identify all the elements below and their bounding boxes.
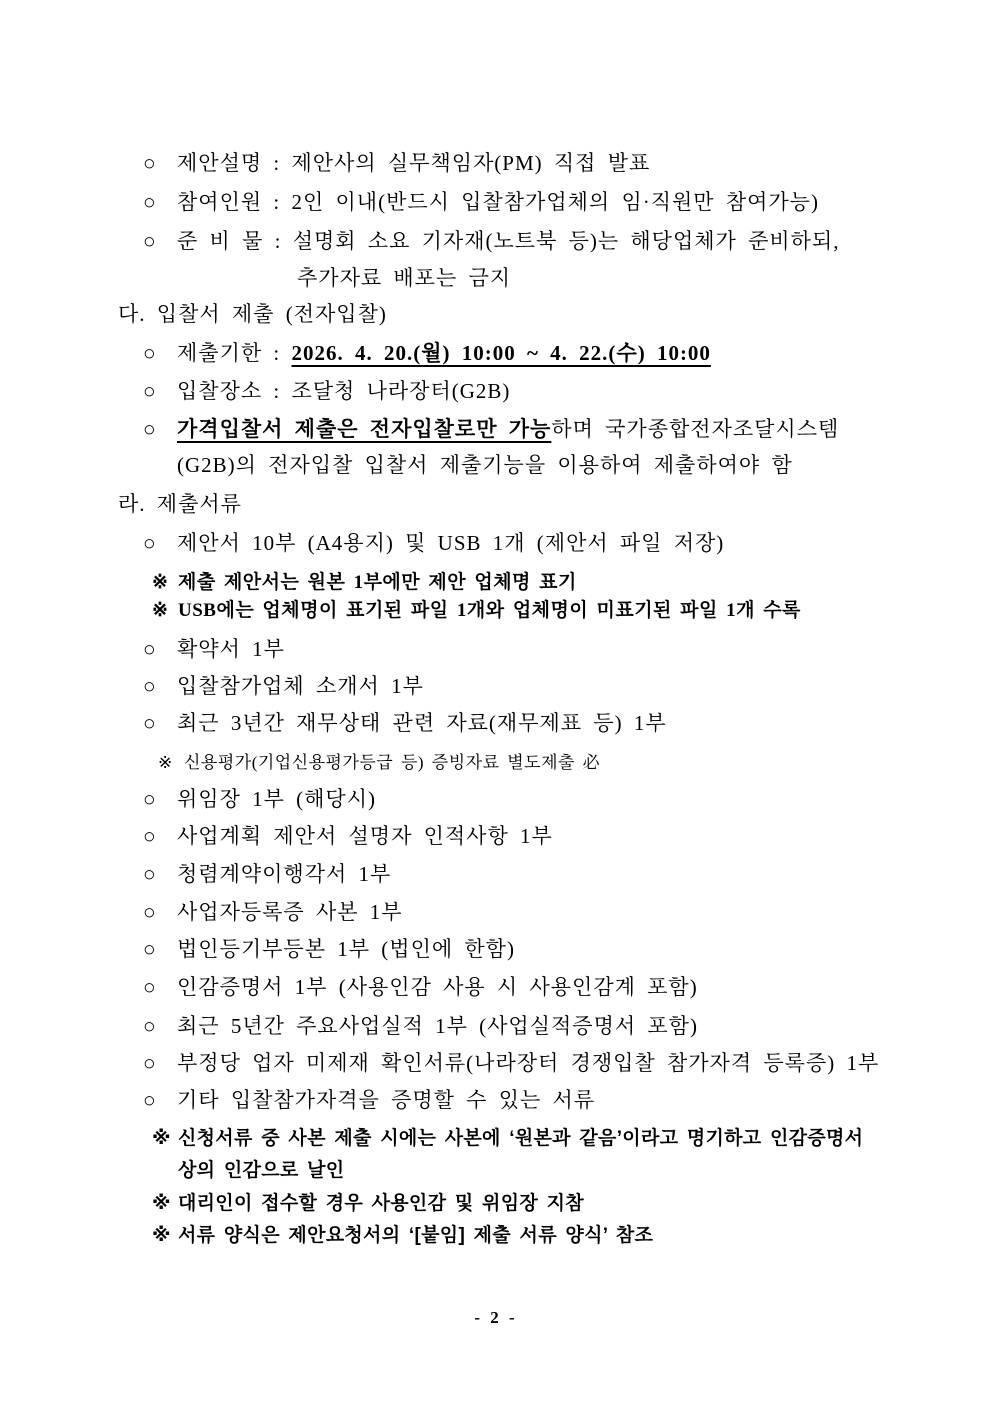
circle-bullet-marker: ○ <box>143 190 156 214</box>
price-bid-emphasis: 가격입찰서 제출은 전자입찰로만 가능 <box>177 417 552 441</box>
section-heading-documents <box>118 491 242 518</box>
price-bid-rest: 하며 국가종합전자조달시스템 <box>551 417 840 441</box>
deadline-label: 제출기한 : <box>177 341 292 365</box>
item-text: 기타 입찰참가자격을 증명할 수 있는 서류 <box>177 1088 596 1112</box>
item-business-registration <box>143 899 403 926</box>
item-text: 법인등기부등본 1부 (법인에 한함) <box>177 937 515 961</box>
circle-bullet-marker: ○ <box>143 862 156 886</box>
page-number: - 2 - <box>474 1308 518 1327</box>
item-text: 최근 3년간 재무상태 관련 자료(재무제표 등) 1부 <box>177 711 667 735</box>
circle-bullet-marker: ○ <box>143 900 156 924</box>
note-text: 제출 제안서는 원본 1부에만 제안 업체명 표기 <box>178 572 577 593</box>
item-text: 최근 5년간 주요사업실적 1부 (사업실적증명서 포함) <box>177 1014 698 1038</box>
item-text: 추가자료 배포는 금지 <box>297 266 512 290</box>
item-other-qualification <box>143 1087 595 1114</box>
deadline-value: 2026. 4. 20.(월) 10:00 ~ 4. 22.(수) 10:00 <box>291 341 711 365</box>
note-text: USB에는 업체명이 표기된 파일 1개와 업체명이 미표기된 파일 1개 수록 <box>178 600 801 621</box>
item-text: 사업계획 제안서 설명자 인적사항 1부 <box>177 824 553 848</box>
item-corporate-registry <box>143 936 515 963</box>
item-company-intro <box>143 673 424 700</box>
circle-bullet-marker: ○ <box>143 379 156 403</box>
note-forms <box>152 1222 653 1249</box>
item-deadline <box>143 340 711 367</box>
item-price-bid-cont <box>177 452 793 479</box>
heading-text: 다. 입찰서 제출 (전자입찰) <box>118 302 387 326</box>
reference-marker: ※ <box>152 1225 171 1246</box>
note-text: 상의 인감으로 날인 <box>178 1160 345 1181</box>
section-heading-bid-submission <box>118 301 387 328</box>
item-text: 사업자등록증 사본 1부 <box>177 900 403 924</box>
item-text: 제안설명 : 제안사의 실무책임자(PM) 직접 발표 <box>177 151 651 175</box>
item-text: 부정당 업자 미제재 확인서류(나라장터 경쟁입찰 참가자격 등록증) 1부 <box>177 1051 880 1075</box>
circle-bullet-marker: ○ <box>143 937 156 961</box>
item-power-of-attorney <box>143 786 376 813</box>
item-proposal-presentation <box>143 150 650 177</box>
circle-bullet-marker: ○ <box>143 787 156 811</box>
circle-bullet-marker: ○ <box>143 151 156 175</box>
item-pledge <box>143 636 285 663</box>
note-usb-files <box>152 597 801 624</box>
circle-bullet-marker: ○ <box>143 229 156 253</box>
item-no-sanction <box>143 1050 879 1077</box>
note-credit-rating <box>158 749 600 776</box>
item-integrity-pledge <box>143 861 391 888</box>
circle-bullet-marker: ○ <box>143 711 156 735</box>
item-text: 제안서 10부 (A4용지) 및 USB 1개 (제안서 파일 저장) <box>177 531 725 555</box>
item-bid-place <box>143 378 510 405</box>
note-agent <box>152 1190 584 1217</box>
reference-marker: ※ <box>152 1193 171 1214</box>
circle-bullet-marker: ○ <box>143 341 156 365</box>
item-text: 입찰참가업체 소개서 1부 <box>177 674 424 698</box>
item-text: 입찰장소 : 조달청 나라장터(G2B) <box>177 379 511 403</box>
item-text: 청렴계약이행각서 1부 <box>177 862 392 886</box>
item-preparations-cont <box>297 265 511 292</box>
circle-bullet-marker: ○ <box>143 531 156 555</box>
item-text: (G2B)의 전자입찰 입찰서 제출기능을 이용하여 제출하여야 함 <box>177 453 793 477</box>
circle-bullet-marker: ○ <box>143 975 156 999</box>
item-business-performance <box>143 1013 698 1040</box>
reference-marker: ※ <box>158 753 173 772</box>
circle-bullet-marker: ○ <box>143 417 156 441</box>
item-text: 준 비 물 : 설명회 소요 기자재(노트북 등)는 해당업체가 준비하되, <box>177 229 840 253</box>
item-financial-status <box>143 710 667 737</box>
item-price-bid <box>143 416 839 443</box>
item-text: 인감증명서 1부 (사용인감 사용 시 사용인감계 포함) <box>177 975 698 999</box>
reference-marker: ※ <box>152 600 168 621</box>
reference-marker: ※ <box>152 572 168 593</box>
item-proposal-copies <box>143 530 724 557</box>
note-text: 신용평가(기업신용평가등급 등) 증빙자료 별도제출 必 <box>184 753 601 772</box>
note-copy-submission-cont <box>178 1157 344 1184</box>
item-participants <box>143 189 819 216</box>
item-text: 위임장 1부 (해당시) <box>177 787 376 811</box>
item-text: 참여인원 : 2인 이내(반드시 입찰참가업체의 임·직원만 참여가능) <box>177 190 819 214</box>
note-original-marking <box>152 569 577 596</box>
circle-bullet-marker: ○ <box>143 637 156 661</box>
note-copy-submission <box>152 1125 863 1152</box>
note-text: 신청서류 중 사본 제출 시에는 사본에 ‘원본과 같음’이라고 명기하고 인감증명서 <box>178 1128 864 1149</box>
item-preparations <box>143 228 839 255</box>
note-text: 서류 양식은 제안요청서의 ‘[붙임] 제출 서류 양식’ 참조 <box>178 1225 654 1246</box>
circle-bullet-marker: ○ <box>143 1014 156 1038</box>
heading-text: 라. 제출서류 <box>118 492 242 516</box>
note-text: 대리인이 접수할 경우 사용인감 및 위임장 지참 <box>178 1193 584 1214</box>
item-text: 확약서 1부 <box>177 637 285 661</box>
item-seal-certificate <box>143 974 698 1001</box>
circle-bullet-marker: ○ <box>143 824 156 848</box>
reference-marker: ※ <box>152 1128 171 1149</box>
circle-bullet-marker: ○ <box>143 1088 156 1112</box>
item-presenter-info <box>143 823 553 850</box>
circle-bullet-marker: ○ <box>143 1051 156 1075</box>
circle-bullet-marker: ○ <box>143 674 156 698</box>
